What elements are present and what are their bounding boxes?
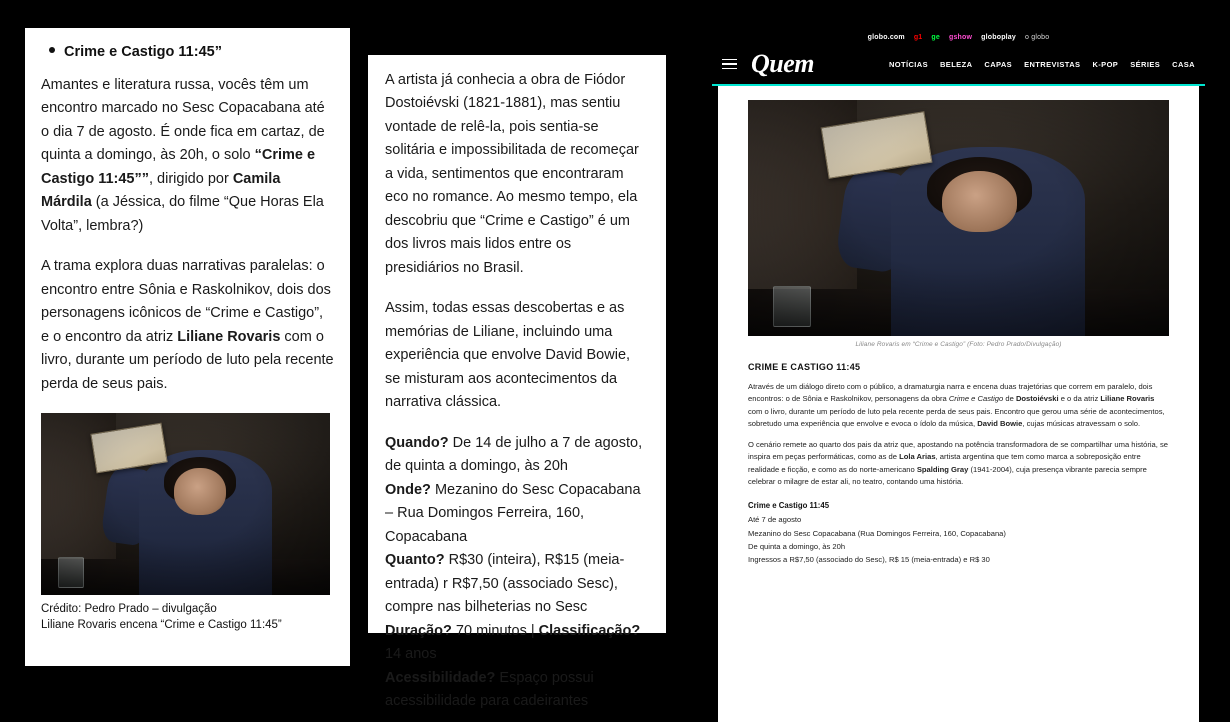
globo-link-globoplay[interactable]: globoplay [981, 33, 1016, 41]
article-photo-wrap [718, 86, 1199, 348]
nav-item-capas[interactable]: CAPAS [984, 59, 1013, 69]
service-text-quanto: R$30 (inteira), R$15 (meia-entrada) r R$7,50 (associado Sesc), compre nas bilheterias no Sesc [385, 552, 625, 616]
article-paragraph-2: O cenário remete ao quarto dos pais da atriz que, apostando na potência transformadora de se compartilhar uma história, se inspira em peças performáticas, como as de Lola Arias, artista argentina que tem como marca a sobreposição entre realidade e ficção, e como as do norte-americano Spalding Gray (1941-2004), cuja presença vibrante parecia sempre celebrar o milagre de estar ali, no teatro, contando uma história. [748, 440, 1169, 487]
article-service-line-1: Até 7 de agosto [748, 515, 802, 525]
middle-paragraph-2: Assim, todas essas descobertas e as memórias de Liliane, incluindo uma experiência que envolve David Bowie, se misturam aos acontecimentos da narrativa clássica. [385, 300, 631, 411]
left-column-heading [49, 44, 334, 60]
article-service-line-2: Mezanino do Sesc Copacabana (Rua Domingos Ferreira, 160, Copacabana) [748, 528, 1006, 538]
service-text-quando: De 14 de julho a 7 de agosto, de quinta a domingo, às 20h [385, 434, 643, 475]
globo-link-globocom[interactable]: globo.com [867, 33, 905, 41]
globo-link-g1[interactable]: g1 [913, 33, 923, 41]
article-column-middle [368, 55, 666, 710]
service-label-acessibilidade: Acessibilidade? [385, 669, 496, 686]
nav-menu [889, 60, 1195, 69]
press-photo-article [748, 100, 1169, 336]
nav-item-casa[interactable]: CASA [1172, 59, 1195, 69]
service-label-duracao: Duração? [385, 622, 452, 639]
middle-paragraph-1: A artista já conhecia a obra de Fiódor Dostoiévski (1821-1881), mas sentiu vontade de relê-la, pois sentia-se solitária e impossibilitada de recomeçar a vida, sentimentos que encontraram eco no romance. Ao mesmo tempo, ela descobriu que “Crime e Castigo” é um dos livros mais lidos entre os presidiários no Brasil. [385, 72, 639, 276]
service-text-onde: Mezanino do Sesc Copacabana – Rua Domingos Ferreira, 160, Copacabana [385, 481, 641, 545]
article-body [718, 86, 1199, 722]
left-paragraph-1: Amantes e literatura russa, vocês têm um encontro marcado no Sesc Copacabana até o dia 7 de agosto. É onde fica em cartaz, de quinta a domingo, às 20h, o solo “Crime e Castigo 11:45””, dirigido por Camila Márdila (a Jéssica, do filme “Que Horas Ela Volta”, lembra?) [41, 77, 325, 234]
service-block [385, 432, 649, 714]
globo-network-bar[interactable] [712, 30, 1205, 44]
left-heading-text: Crime e Castigo 11:45” [64, 44, 222, 60]
nav-item-noticias[interactable]: NOTÍCIAS [888, 59, 928, 69]
globo-link-oglobo[interactable]: o globo [1025, 33, 1050, 41]
globo-link-ge[interactable]: ge [931, 33, 940, 41]
article-service-line-3: De quinta a domingo, às 20h [748, 541, 846, 551]
article-service-line-4: Ingressos a R$7,50 (associado do Sesc), R$ 15 (meia-entrada) e R$ 30 [748, 554, 990, 564]
nav-item-kpop[interactable]: K-POP [1092, 59, 1119, 69]
press-photo-left [41, 413, 330, 595]
article-paragraph-1: Através de um diálogo direto com o público, a dramaturgia narra e encena duas trajetórias que correm em paralelo, dois encontros: o de Sônia e Raskolnikov, personagens da obra Crime e Castigo de Dostoiévski e o da atriz Liliane Rovaris com o livro, durante um período de luto pela recente perda de seus pais. Encontro que gerou uma série de acontecimentos, sobretudo uma experiência que envolve e evoca o ídolo da música, David Bowie, cujas músicas atravessam o solo. [748, 382, 1165, 428]
service-label-quanto: Quanto? [385, 552, 445, 569]
menu-icon[interactable] [722, 59, 737, 70]
article-headline: CRIME E CASTIGO 11:45 [748, 362, 861, 372]
browser-page-quem [712, 30, 1205, 666]
nav-item-series[interactable]: SÉRIES [1130, 59, 1161, 69]
photo-credit-line: Crédito: Pedro Prado – divulgação [41, 603, 217, 616]
service-label-quando: Quando? [385, 434, 449, 451]
article-service-title: Crime e Castigo 11:45 [748, 501, 830, 511]
service-label-onde: Onde? [385, 481, 431, 498]
service-text-acessibilidade: Espaço possui acessibilidade para cadeirantes [385, 669, 594, 710]
bullet-icon [49, 47, 55, 53]
nav-item-entrevistas[interactable]: ENTREVISTAS [1024, 59, 1081, 69]
photo-description-line: Liliane Rovaris encena “Crime e Castigo 11:45” [41, 618, 282, 631]
site-navbar [712, 44, 1205, 86]
left-paragraph-2: A trama explora duas narrativas paralelas: o encontro entre Sônia e Raskolnikov, dois dos personagens icônicos de “Crime e Castigo”, e o encontro da atriz Liliane Rovaris com o livro, durante um período de luto pela recente perda de seus pais. [41, 258, 334, 392]
nav-item-beleza[interactable]: BELEZA [939, 59, 973, 69]
globo-link-gshow[interactable]: gshow [948, 33, 973, 41]
photo-caption-left [41, 602, 334, 633]
service-text-duracao: 70 minutos | Classificação? 14 anos [385, 622, 641, 663]
article-photo-caption: Liliane Rovaris em “Crime e Castigo” (Foto: Pedro Prado/Divulgação) [855, 341, 1062, 348]
site-logo[interactable]: Quem [751, 49, 814, 78]
article-column-left [25, 28, 350, 666]
